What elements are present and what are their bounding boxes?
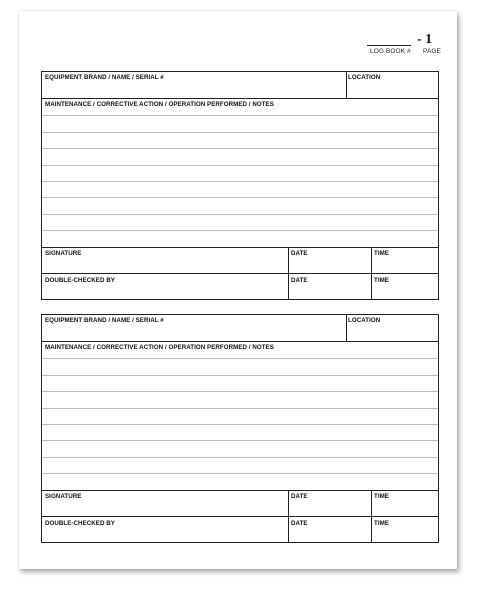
time-label: TIME	[374, 277, 389, 284]
date-label: DATE	[291, 493, 308, 500]
note-line	[42, 148, 438, 149]
date-label: DATE	[291, 520, 308, 527]
notes-area[interactable]	[42, 342, 438, 490]
note-line	[42, 375, 438, 376]
note-line	[42, 391, 438, 392]
date-divider	[288, 274, 289, 300]
date-label: DATE	[291, 250, 308, 257]
note-line	[42, 358, 438, 359]
time-label: TIME	[374, 493, 389, 500]
notes-label: MAINTENANCE / CORRECTIVE ACTION / OPERATION PERFORMED / NOTES	[45, 101, 274, 108]
time-divider	[371, 274, 372, 300]
signature-row	[42, 247, 438, 274]
double-checked-row	[42, 516, 438, 543]
page-number: - 1	[417, 32, 433, 47]
time-label: TIME	[374, 250, 389, 257]
double-checked-label: DOUBLE-CHECKED BY	[45, 277, 115, 284]
date-divider	[288, 491, 289, 517]
time-divider	[371, 517, 372, 543]
notes-area[interactable]	[42, 99, 438, 247]
note-line	[42, 408, 438, 409]
note-line	[42, 214, 438, 215]
signature-label: SIGNATURE	[45, 493, 82, 500]
time-divider	[371, 248, 372, 274]
note-line	[42, 440, 438, 441]
equipment-label: EQUIPMENT BRAND / NAME / SERIAL #	[45, 74, 164, 81]
note-line	[42, 165, 438, 166]
note-line	[42, 197, 438, 198]
double-checked-label: DOUBLE-CHECKED BY	[45, 520, 115, 527]
equipment-row	[42, 315, 438, 342]
time-divider	[371, 491, 372, 517]
location-label: LOCATION	[348, 74, 381, 81]
note-line	[42, 457, 438, 458]
note-line	[42, 230, 438, 231]
note-line	[42, 115, 438, 116]
page-label: PAGE	[423, 48, 441, 55]
note-line	[42, 132, 438, 133]
log-entry-1	[41, 71, 439, 300]
note-line	[42, 473, 438, 474]
signature-label: SIGNATURE	[45, 250, 82, 257]
signature-row	[42, 490, 438, 517]
double-checked-row	[42, 273, 438, 300]
location-label: LOCATION	[348, 317, 381, 324]
location-divider	[346, 315, 347, 341]
equipment-row	[42, 72, 438, 99]
notes-label: MAINTENANCE / CORRECTIVE ACTION / OPERATION PERFORMED / NOTES	[45, 344, 274, 351]
note-line	[42, 181, 438, 182]
equipment-label: EQUIPMENT BRAND / NAME / SERIAL #	[45, 317, 164, 324]
date-divider	[288, 248, 289, 274]
note-line	[42, 424, 438, 425]
location-divider	[346, 72, 347, 98]
logbook-number-label: LOG BOOK #	[370, 48, 411, 55]
logbook-number-line	[367, 45, 411, 46]
log-entry-2	[41, 314, 439, 543]
date-label: DATE	[291, 277, 308, 284]
date-divider	[288, 517, 289, 543]
time-label: TIME	[374, 520, 389, 527]
